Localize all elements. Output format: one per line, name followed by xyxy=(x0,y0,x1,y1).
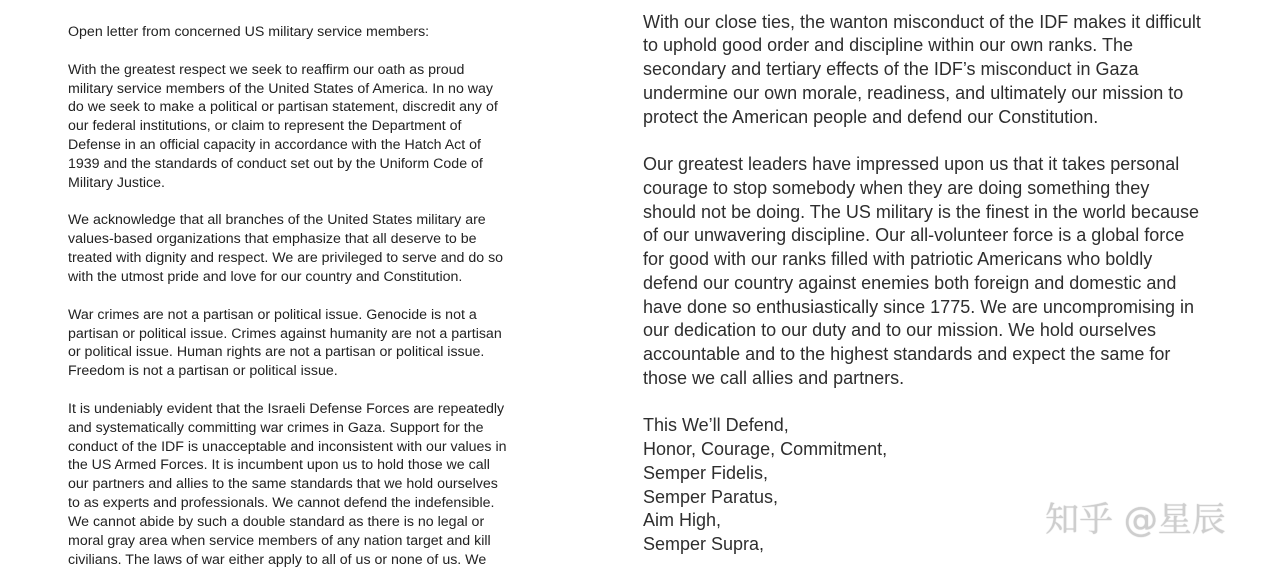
document-right-page xyxy=(643,11,1243,571)
letter-line: With our close ties, the wanton misconduct of the IDF makes it difficult xyxy=(643,11,1201,32)
letter-heading-text: Open letter from concerned US military service members: xyxy=(68,24,430,40)
letter-line: Military Justice. xyxy=(68,174,165,191)
letter-line: conduct of the IDF is unacceptable and inconsistent with our values in xyxy=(68,438,507,455)
letter-line: military service members of the United States of America. In no way xyxy=(68,80,494,97)
letter-line: or political issue. Human rights are not a partisan or political issue. xyxy=(68,344,485,361)
letter-line: for good with our ranks filled with patriotic Americans who boldly xyxy=(643,249,1153,269)
paragraph-oath xyxy=(68,61,528,193)
motto-line: Semper Fidelis, xyxy=(643,462,769,483)
letter-line: our partners and allies to the same standards that we hold ourselves xyxy=(68,476,498,493)
motto-line: This We’ll Defend, xyxy=(643,415,789,436)
letter-line: civilians. The laws of war either apply to all of us or none of us. We xyxy=(68,551,487,568)
letter-line: our dedication to our duty and to our mission. We hold ourselves xyxy=(643,320,1156,341)
motto-line: Semper Supra, xyxy=(643,534,765,554)
letter-line: undermine our own morale, readiness, and ultimately our mission to xyxy=(643,82,1184,103)
letter-line: do we seek to make a political or partisan statement, discredit any of xyxy=(68,99,498,116)
letter-line: should not be doing. The US military is the finest in the world because xyxy=(643,201,1199,222)
letter-line: It is undeniably evident that the Israeli Defense Forces are repeatedly xyxy=(68,400,505,417)
letter-line: to uphold good order and discipline within our own ranks. The xyxy=(643,35,1133,56)
motto-line: Honor, Courage, Commitment, xyxy=(643,439,888,459)
letter-line: accountable and to the highest standards and expect the same for xyxy=(643,344,1171,364)
motto-line: Aim High, xyxy=(643,510,722,531)
paragraph-idf-conduct xyxy=(68,400,528,570)
letter-line: to as experts and professionals. We cannot defend the indefensible. xyxy=(68,495,495,512)
letter-line: courage to stop somebody when they are doing something they xyxy=(643,177,1150,198)
letter-line: Freedom is not a partisan or political issue. xyxy=(68,363,338,380)
letter-line: 1939 and the standards of conduct set out by the Uniform Code of xyxy=(68,155,483,172)
letter-line: We cannot abide by such a double standard as there is no legal or xyxy=(68,513,485,530)
watermark: 知乎 @星辰 xyxy=(1045,500,1226,540)
letter-line: secondary and tertiary effects of the IDF’s misconduct in Gaza xyxy=(643,59,1139,79)
letter-line: with the utmost pride and love for our country and Constitution. xyxy=(68,268,463,285)
document-left-page xyxy=(68,23,528,571)
letter-line: our federal institutions, or claim to represent the Department of xyxy=(68,118,462,135)
paragraph-war-crimes xyxy=(68,306,528,381)
letter-line: have done so enthusiastically since 1775. We are uncompromising in xyxy=(643,296,1194,317)
motto-line: Semper Paratus, xyxy=(643,486,779,507)
letter-line: treated with dignity and respect. We are privileged to serve and do so xyxy=(68,250,504,267)
letter-line: War crimes are not a partisan or political issue. Genocide is not a xyxy=(68,306,477,323)
letter-line: values-based organizations that emphasize that all deserve to be xyxy=(68,231,477,248)
letter-line: We acknowledge that all branches of the United States military are xyxy=(68,212,486,229)
letter-line: of our unwavering discipline. Our all-volunteer force is a global force xyxy=(643,225,1185,246)
letter-line: protect the American people and defend our Constitution. xyxy=(643,106,1099,127)
letter-line: the US Armed Forces. It is incumbent upon us to hold those we call xyxy=(68,457,490,474)
letter-line: defend our country against enemies both foreign and domestic and xyxy=(643,272,1177,293)
letter-line: and systematically committing war crimes in Gaza. Support for the xyxy=(68,419,484,436)
letter-line: With the greatest respect we seek to reaffirm our oath as proud xyxy=(68,61,465,78)
paragraph-values xyxy=(68,211,528,286)
paragraph-leadership xyxy=(643,153,1243,391)
letter-line: moral gray area when service members of any nation target and kill xyxy=(68,532,491,549)
letter-heading xyxy=(68,23,528,42)
letter-line: those we call allies and partners. xyxy=(643,367,905,388)
letter-line: Defense in an official capacity in accordance with the Hatch Act of xyxy=(68,137,481,154)
letter-line: partisan or political issue. Crimes against humanity are not a partisan xyxy=(68,325,502,342)
paragraph-discipline xyxy=(643,11,1243,130)
letter-line: Our greatest leaders have impressed upon us that it takes personal xyxy=(643,154,1180,174)
